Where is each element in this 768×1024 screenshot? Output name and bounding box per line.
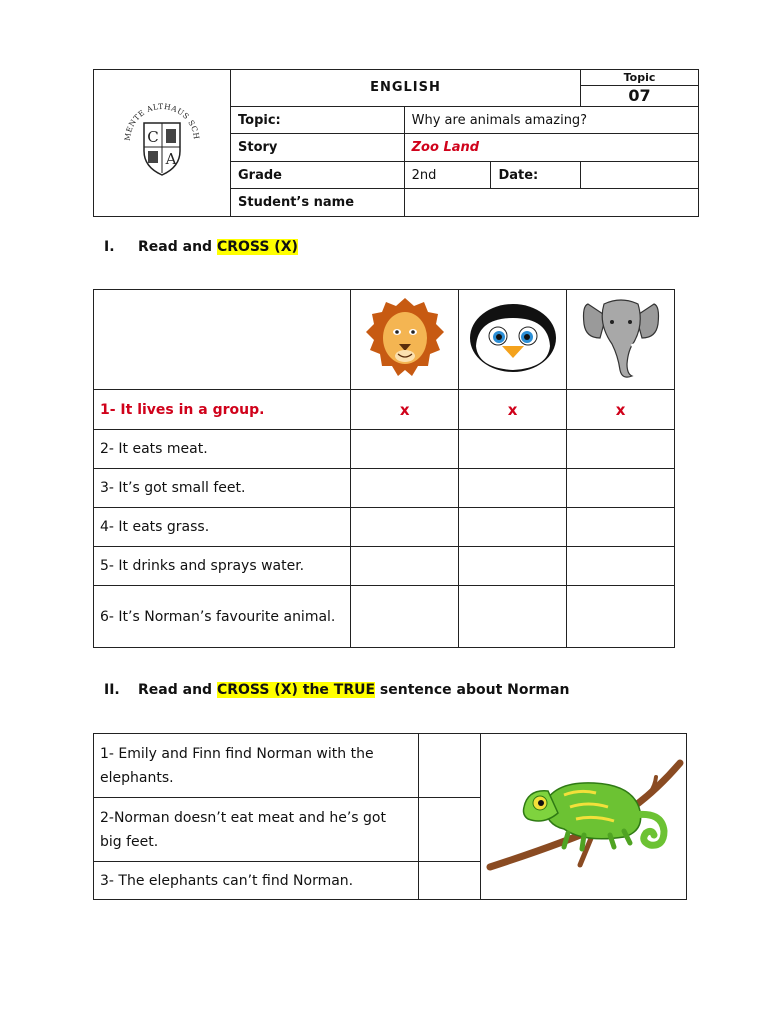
table-row xyxy=(94,586,675,648)
header-table xyxy=(93,69,699,217)
section1-heading xyxy=(104,239,298,255)
elephant-cell xyxy=(567,290,675,390)
animal-cross-table xyxy=(93,289,675,648)
topic-row-label: Topic: xyxy=(231,106,405,134)
table-row xyxy=(94,469,675,508)
section2-heading xyxy=(104,682,569,698)
penguin-mark-box[interactable] xyxy=(459,508,567,547)
student-name-field[interactable] xyxy=(404,189,698,217)
table1-blank-header xyxy=(94,290,351,390)
school-name: MENTE ALTHAUS SCH xyxy=(122,101,202,142)
penguin-mark-box[interactable] xyxy=(459,586,567,648)
svg-text:A: A xyxy=(165,150,177,168)
section1-number: I. xyxy=(104,239,115,255)
penguin-icon xyxy=(468,302,558,374)
elephant-icon xyxy=(580,294,662,382)
topic-number-cell xyxy=(580,70,698,107)
penguin-mark-box[interactable] xyxy=(459,547,567,586)
lion-mark-box[interactable] xyxy=(351,430,459,469)
penguin-mark-box[interactable] xyxy=(459,430,567,469)
elephant-mark-box[interactable]: x xyxy=(567,390,675,430)
lion-mark-box[interactable] xyxy=(351,508,459,547)
date-field[interactable] xyxy=(580,161,698,189)
section2-text: Read and xyxy=(138,682,217,698)
table-row xyxy=(94,390,675,430)
table-row xyxy=(94,734,687,798)
cross-box[interactable] xyxy=(419,862,481,900)
topic-label: Topic xyxy=(581,71,698,86)
grade-row-label: Grade xyxy=(231,161,405,189)
penguin-cell xyxy=(459,290,567,390)
section2-highlight: CROSS (X) the TRUE xyxy=(216,682,376,698)
sentence-text: 1- Emily and Finn find Norman with the elephants. xyxy=(94,734,419,798)
row-text: 6- It’s Norman’s favourite animal. xyxy=(94,586,351,648)
lion-mark-box[interactable] xyxy=(351,547,459,586)
topic-row-value: Why are animals amazing? xyxy=(404,106,698,134)
cross-box[interactable] xyxy=(419,734,481,798)
elephant-mark-box[interactable] xyxy=(567,586,675,648)
row-text: 3- It’s got small feet. xyxy=(94,469,351,508)
lion-mark-box[interactable] xyxy=(351,469,459,508)
row-text: 1- It lives in a group. xyxy=(94,390,351,430)
lion-mark-box[interactable]: x xyxy=(351,390,459,430)
table-row xyxy=(94,508,675,547)
svg-text:C: C xyxy=(147,128,159,146)
elephant-mark-box[interactable] xyxy=(567,469,675,508)
chameleon-icon xyxy=(484,755,684,875)
row-text: 2- It eats meat. xyxy=(94,430,351,469)
section2-text-after: sentence about Norman xyxy=(375,682,570,698)
topic-number: 07 xyxy=(628,85,651,105)
norman-true-table xyxy=(93,733,687,900)
sentence-text: 3- The elephants can’t find Norman. xyxy=(94,862,419,900)
school-logo-cell xyxy=(94,70,231,217)
sentence-text: 2-Norman doesn’t eat meat and he’s got big feet. xyxy=(94,798,419,862)
elephant-mark-box[interactable] xyxy=(567,508,675,547)
section1-text: Read and xyxy=(138,239,217,255)
table-row xyxy=(94,430,675,469)
section2-number: II. xyxy=(104,682,120,698)
lion-cell xyxy=(351,290,459,390)
lion-icon xyxy=(364,296,446,380)
story-row-label: Story xyxy=(231,134,405,162)
section1-highlight: CROSS (X) xyxy=(216,239,298,255)
cross-box[interactable] xyxy=(419,798,481,862)
lion-mark-box[interactable] xyxy=(351,586,459,648)
penguin-mark-box[interactable]: x xyxy=(459,390,567,430)
row-text: 4- It eats grass. xyxy=(94,508,351,547)
elephant-mark-box[interactable] xyxy=(567,430,675,469)
subject-title: ENGLISH xyxy=(231,70,581,107)
chameleon-picture-cell xyxy=(481,734,687,900)
table-row xyxy=(94,547,675,586)
penguin-mark-box[interactable] xyxy=(459,469,567,508)
story-row-value: Zoo Land xyxy=(404,134,698,162)
grade-row-value: 2nd xyxy=(404,161,491,189)
school-crest-icon xyxy=(114,93,210,189)
student-row-label: Student’s name xyxy=(231,189,405,217)
row-text: 5- It drinks and sprays water. xyxy=(94,547,351,586)
elephant-mark-box[interactable] xyxy=(567,547,675,586)
date-row-label: Date: xyxy=(491,161,581,189)
